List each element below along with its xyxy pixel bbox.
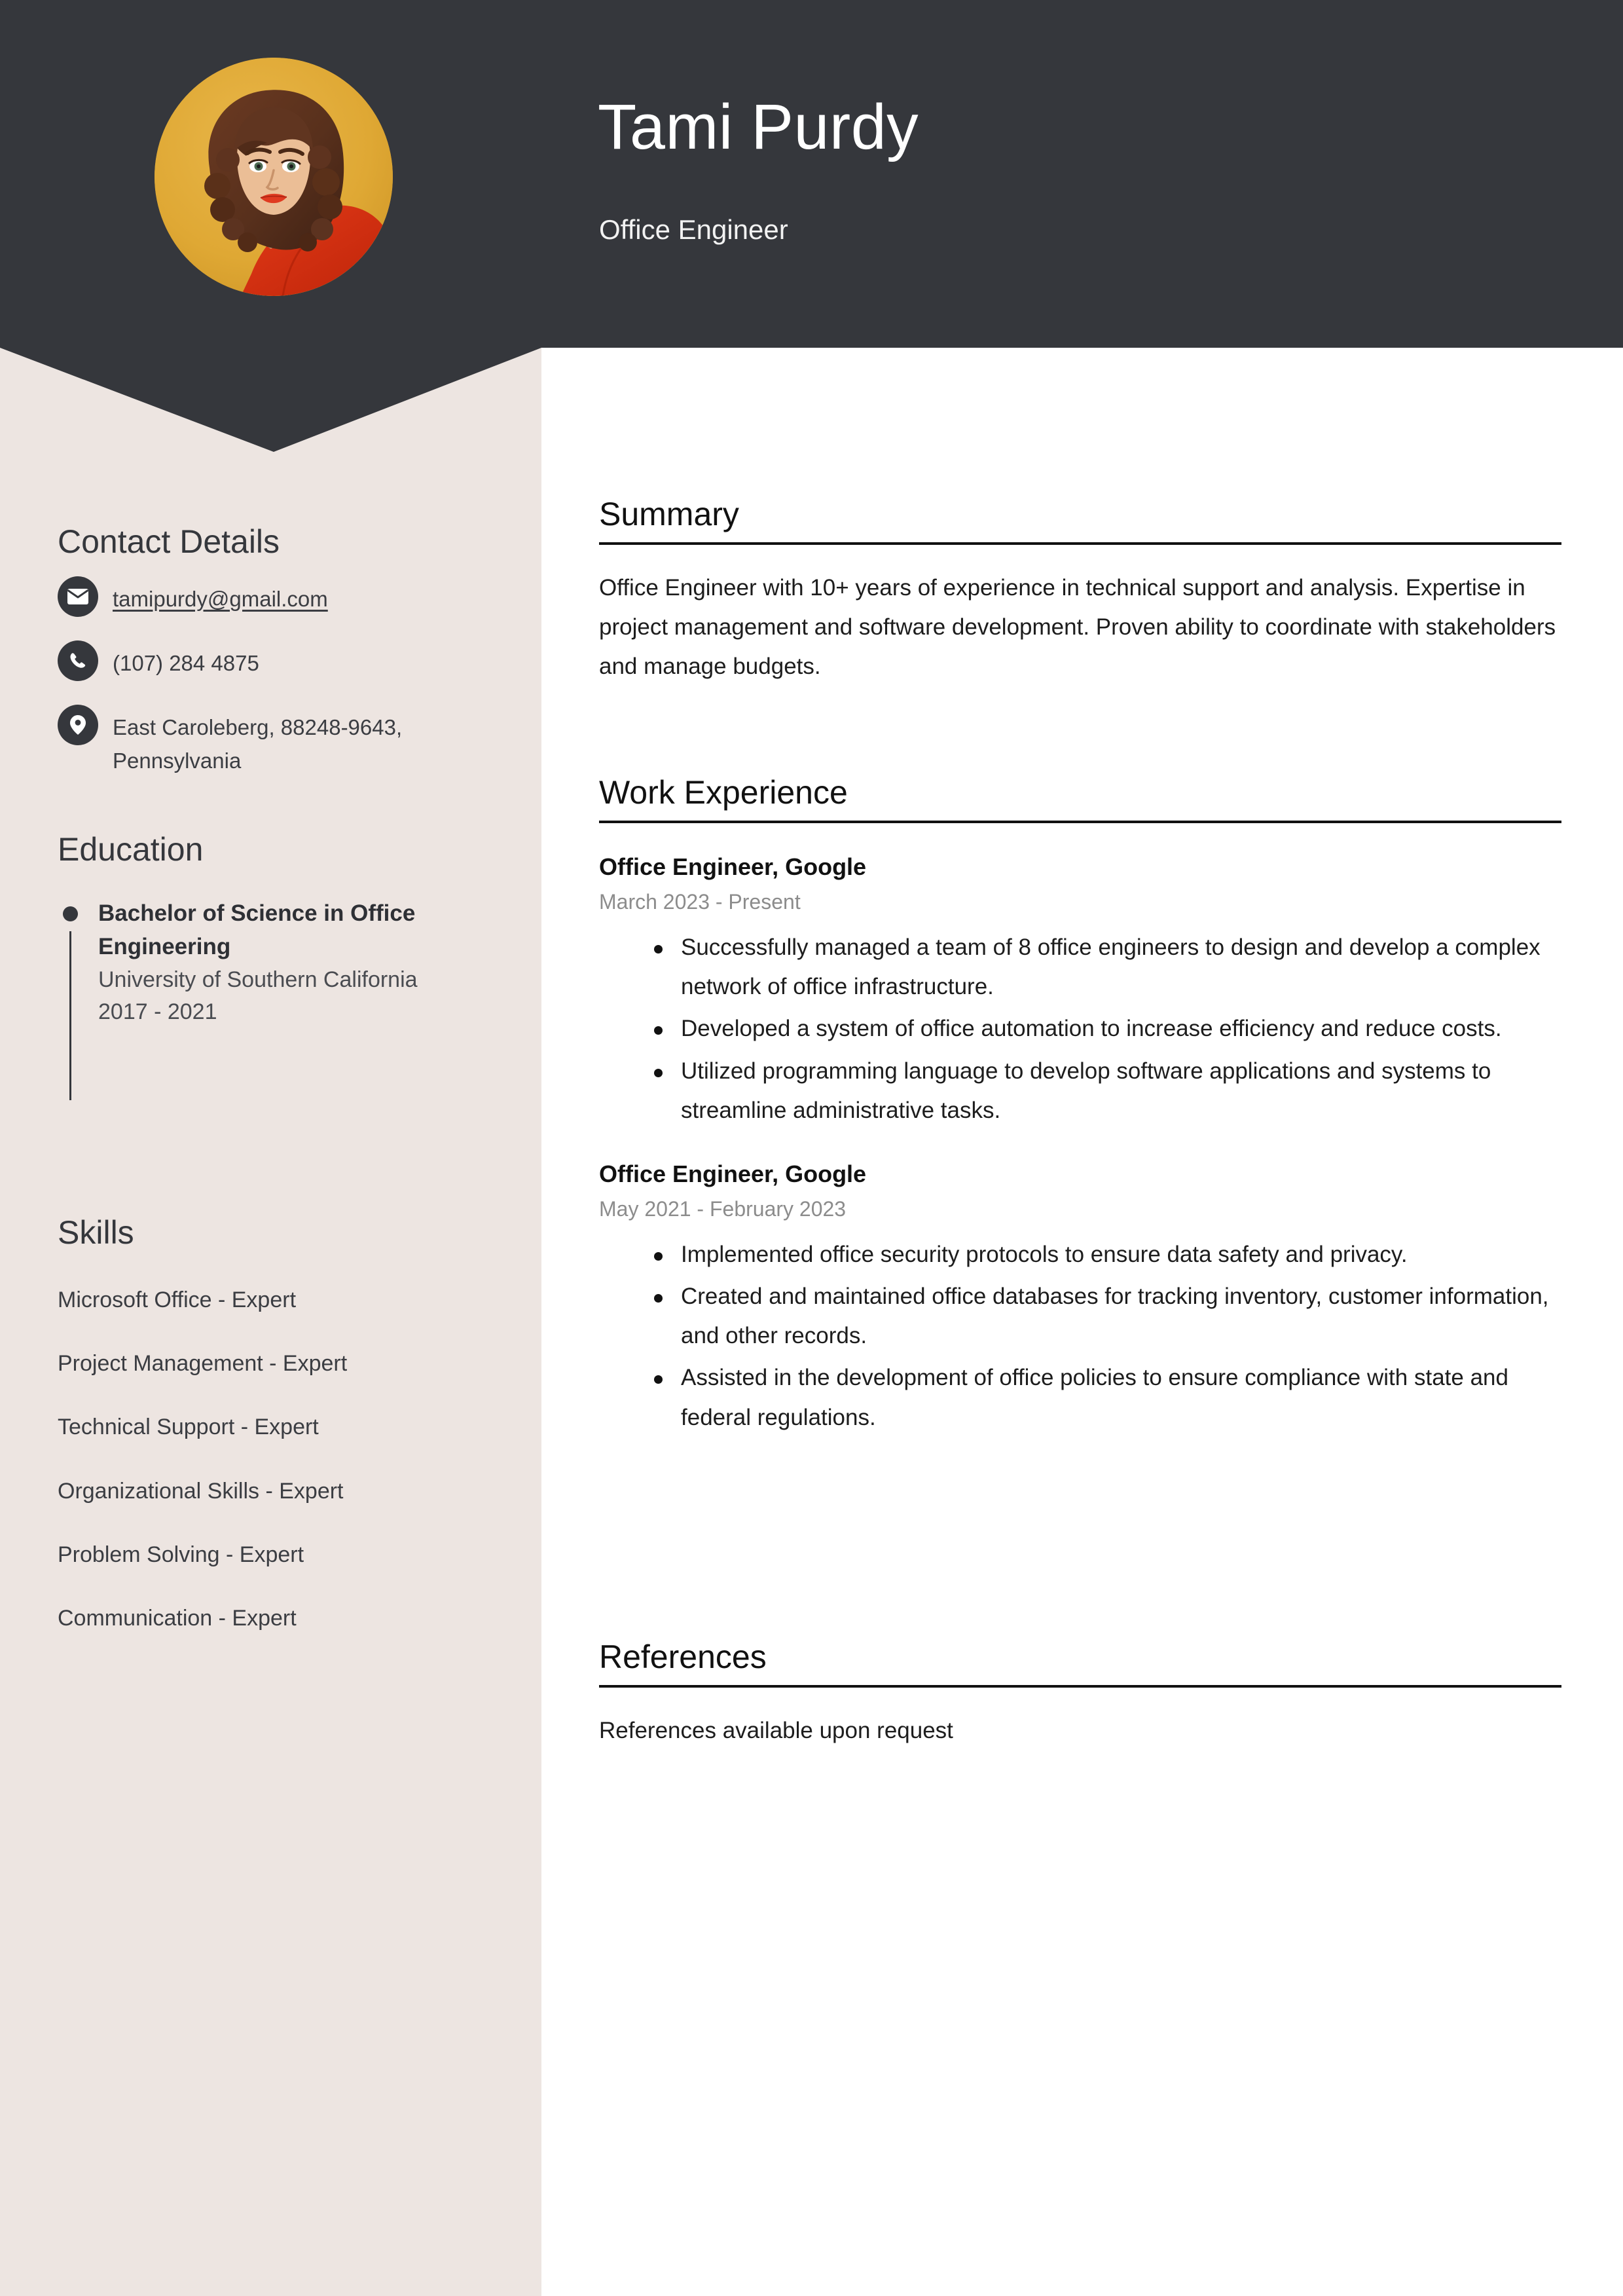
job-bullet: Successfully managed a team of 8 office engineers to design and develop a complex network of office infrastructure. <box>599 928 1561 1007</box>
envelope-icon <box>58 576 98 617</box>
skill-item: Organizational Skills - Expert <box>58 1478 344 1504</box>
skill-item: Microsoft Office - Expert <box>58 1287 297 1312</box>
references-section <box>599 1640 1561 1750</box>
skill-item: Problem Solving - Expert <box>58 1542 304 1567</box>
skills-section <box>58 1215 516 1633</box>
candidate-name: Tami Purdy <box>598 91 919 162</box>
skill-item: Technical Support - Expert <box>58 1415 319 1440</box>
job-bullet-list <box>599 928 1561 1130</box>
contact-item-address <box>58 705 503 777</box>
work-experience-section <box>599 776 1561 1440</box>
job-entry <box>599 852 1561 1130</box>
contact-item-email[interactable] <box>58 576 503 617</box>
email-value[interactable]: tamipurdy@gmail.com <box>113 587 328 611</box>
job-bullet-list <box>599 1235 1561 1437</box>
summary-heading: Summary <box>599 498 1561 545</box>
contact-details-heading: Contact Details <box>58 523 280 560</box>
references-heading: References <box>599 1640 1561 1688</box>
education-list <box>58 871 503 1028</box>
location-pin-icon <box>58 705 98 745</box>
job-bullet: Implemented office security protocols to ensure data safety and privacy. <box>599 1235 1561 1274</box>
contact-list <box>58 576 503 801</box>
skill-item: Project Management - Expert <box>58 1351 348 1377</box>
job-bullet: Developed a system of office automation to increase efficiency and reduce costs. <box>599 1009 1561 1048</box>
work-experience-heading: Work Experience <box>599 776 1561 823</box>
job-dates: May 2021 - February 2023 <box>599 1196 847 1221</box>
skill-item: Communication - Expert <box>58 1605 297 1631</box>
references-text: References available upon request <box>599 1718 953 1743</box>
education-bullet-dot <box>63 906 78 921</box>
contact-details-section <box>58 524 490 560</box>
phone-icon <box>58 640 98 681</box>
education-heading-wrap <box>58 832 490 868</box>
summary-section <box>599 498 1561 687</box>
contact-item-phone <box>58 640 503 681</box>
skills-list <box>58 1286 516 1633</box>
job-bullet: Assisted in the development of office policies to ensure compliance with state and federal regulations. <box>599 1358 1561 1437</box>
job-role: Office Engineer, Google <box>599 853 867 880</box>
education-school: University of Southern California <box>98 967 418 992</box>
summary-text: Office Engineer with 10+ years of experience in technical support and analysis. Expertise in project management and software development. Proven ability to coordinate with stakeholders and manage budgets. <box>599 575 1556 680</box>
education-dates: 2017 - 2021 <box>98 999 217 1024</box>
job-bullet: Utilized programming language to develop software applications and systems to streamline administrative tasks. <box>599 1052 1561 1130</box>
job-dates: March 2023 - Present <box>599 889 801 914</box>
education-item <box>58 897 503 1028</box>
education-degree: Bachelor of Science in Office Engineering <box>98 900 416 959</box>
job-bullet: Created and maintained office databases for tracking inventory, customer information, and other records. <box>599 1277 1561 1356</box>
candidate-job-title: Office Engineer <box>599 214 788 245</box>
job-entry <box>599 1159 1561 1437</box>
job-role: Office Engineer, Google <box>599 1160 867 1187</box>
address-value: East Caroleberg, 88248-9643, Pennsylvania <box>113 715 403 773</box>
skills-heading: Skills <box>58 1214 134 1251</box>
education-timeline-line <box>69 931 71 1100</box>
education-heading: Education <box>58 831 204 868</box>
phone-value: (107) 284 4875 <box>113 651 259 675</box>
avatar <box>155 58 393 296</box>
